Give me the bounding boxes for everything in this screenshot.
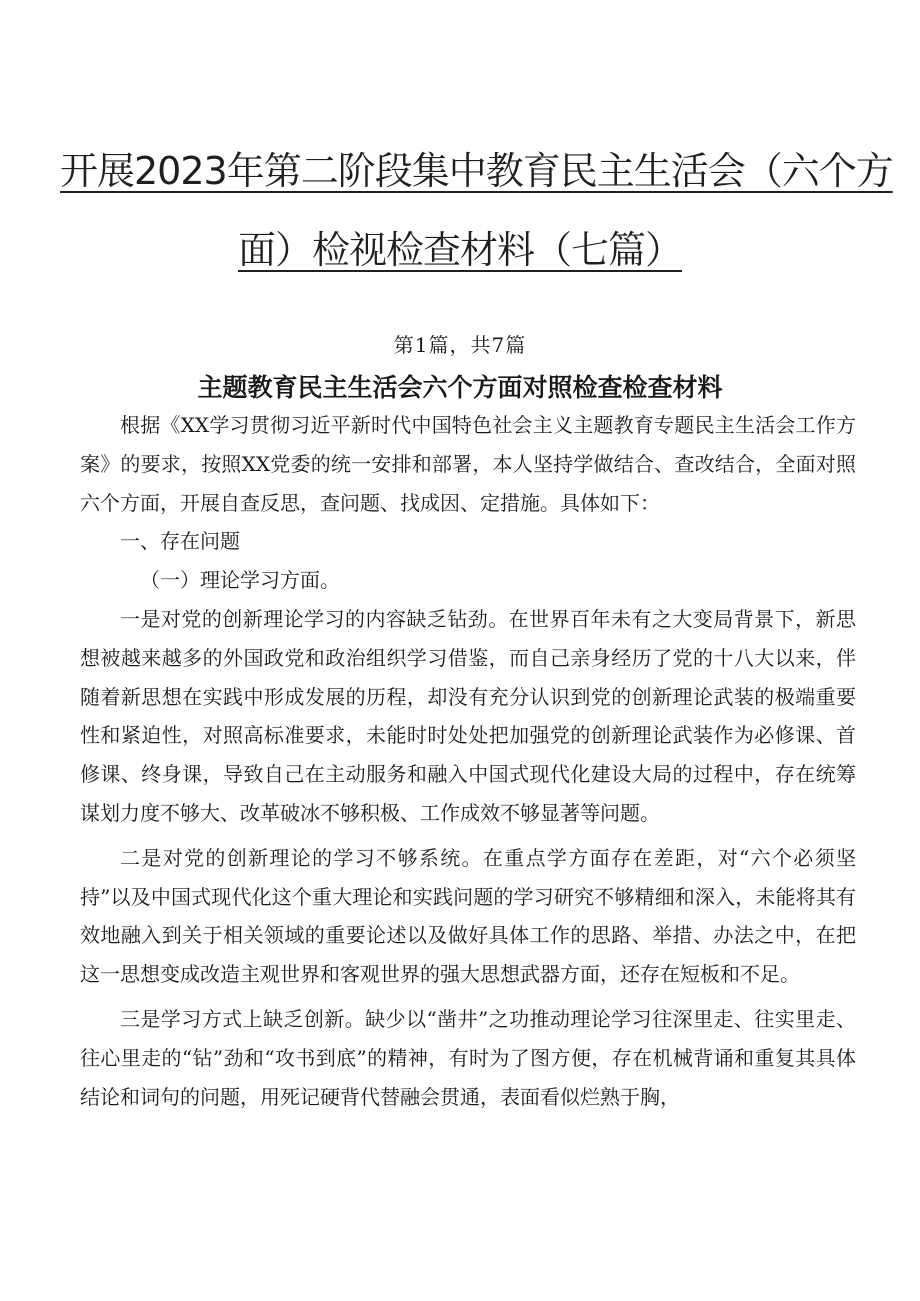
subheading-theory-study: （一）理论学习方面。 xyxy=(140,568,340,593)
section-subtitle: 主题教育民主生活会六个方面对照检查检查材料 xyxy=(197,373,723,402)
paragraph-intro: 根据《XX学习贯彻习近平新时代中国特色社会主义主题教育专题民主生活会工作方案》的要求，按照XX党委的统一安排和部署，本人坚持学做结合、查改结合，全面对照六个方面，开展自查反思，查问题、找成因、定措施。具体如下： xyxy=(80,413,856,515)
paragraph-point-1: 一是对党的创新理论学习的内容缺乏钻劲。在世界百年未有之大变局背景下，新思想被越来越多的外国政党和政治组织学习借鉴，而自己亲身经历了党的十八大以来，伴随着新思想在实践中形成发展的历程，却没有充分认识到党的创新理论武装的极端重要性和紧迫性，对照高标准要求，未能时时处处把加强党的创新理论武装作为必修课、首修课、终身课，导致自己在主动服务和融入中国式现代化建设大局的过程中，存在统筹谋划力度不够大、改革破冰不够积极、工作成效不够显著等问题。 xyxy=(80,606,856,825)
heading-problems: 一、存在问题 xyxy=(120,529,240,554)
body-text xyxy=(80,406,856,1116)
part-label: 第1篇，共7篇 xyxy=(393,333,527,357)
document-title-line-1: 开展2023年第二阶段集中教育民主生活会（六个方 xyxy=(60,149,893,193)
document-title-line-2: 面）检视检查材料（七篇） xyxy=(237,228,682,272)
paragraph-point-3: 三是学习方式上缺乏创新。缺少以“凿井”之功推动理论学习往深里走、往实里走、往心里走的“钻”劲和“攻书到底”的精神，有时为了图方便，存在机械背诵和重复其具体结论和词句的问题，用死记硬背代替融会贯通，表面看似烂熟于胸， xyxy=(80,1006,856,1109)
paragraph-point-2: 二是对党的创新理论的学习不够系统。在重点学方面存在差距，对“六个必须坚持”以及中国式现代化这个重大理论和实践问题的学习研究不够精细和深入，未能将其有效地融入到关于相关领域的重要论述以及做好具体工作的思路、举措、办法之中，在把这一思想变成改造主观世界和客观世界的强大思想武器方面，还存在短板和不足。 xyxy=(80,845,856,987)
